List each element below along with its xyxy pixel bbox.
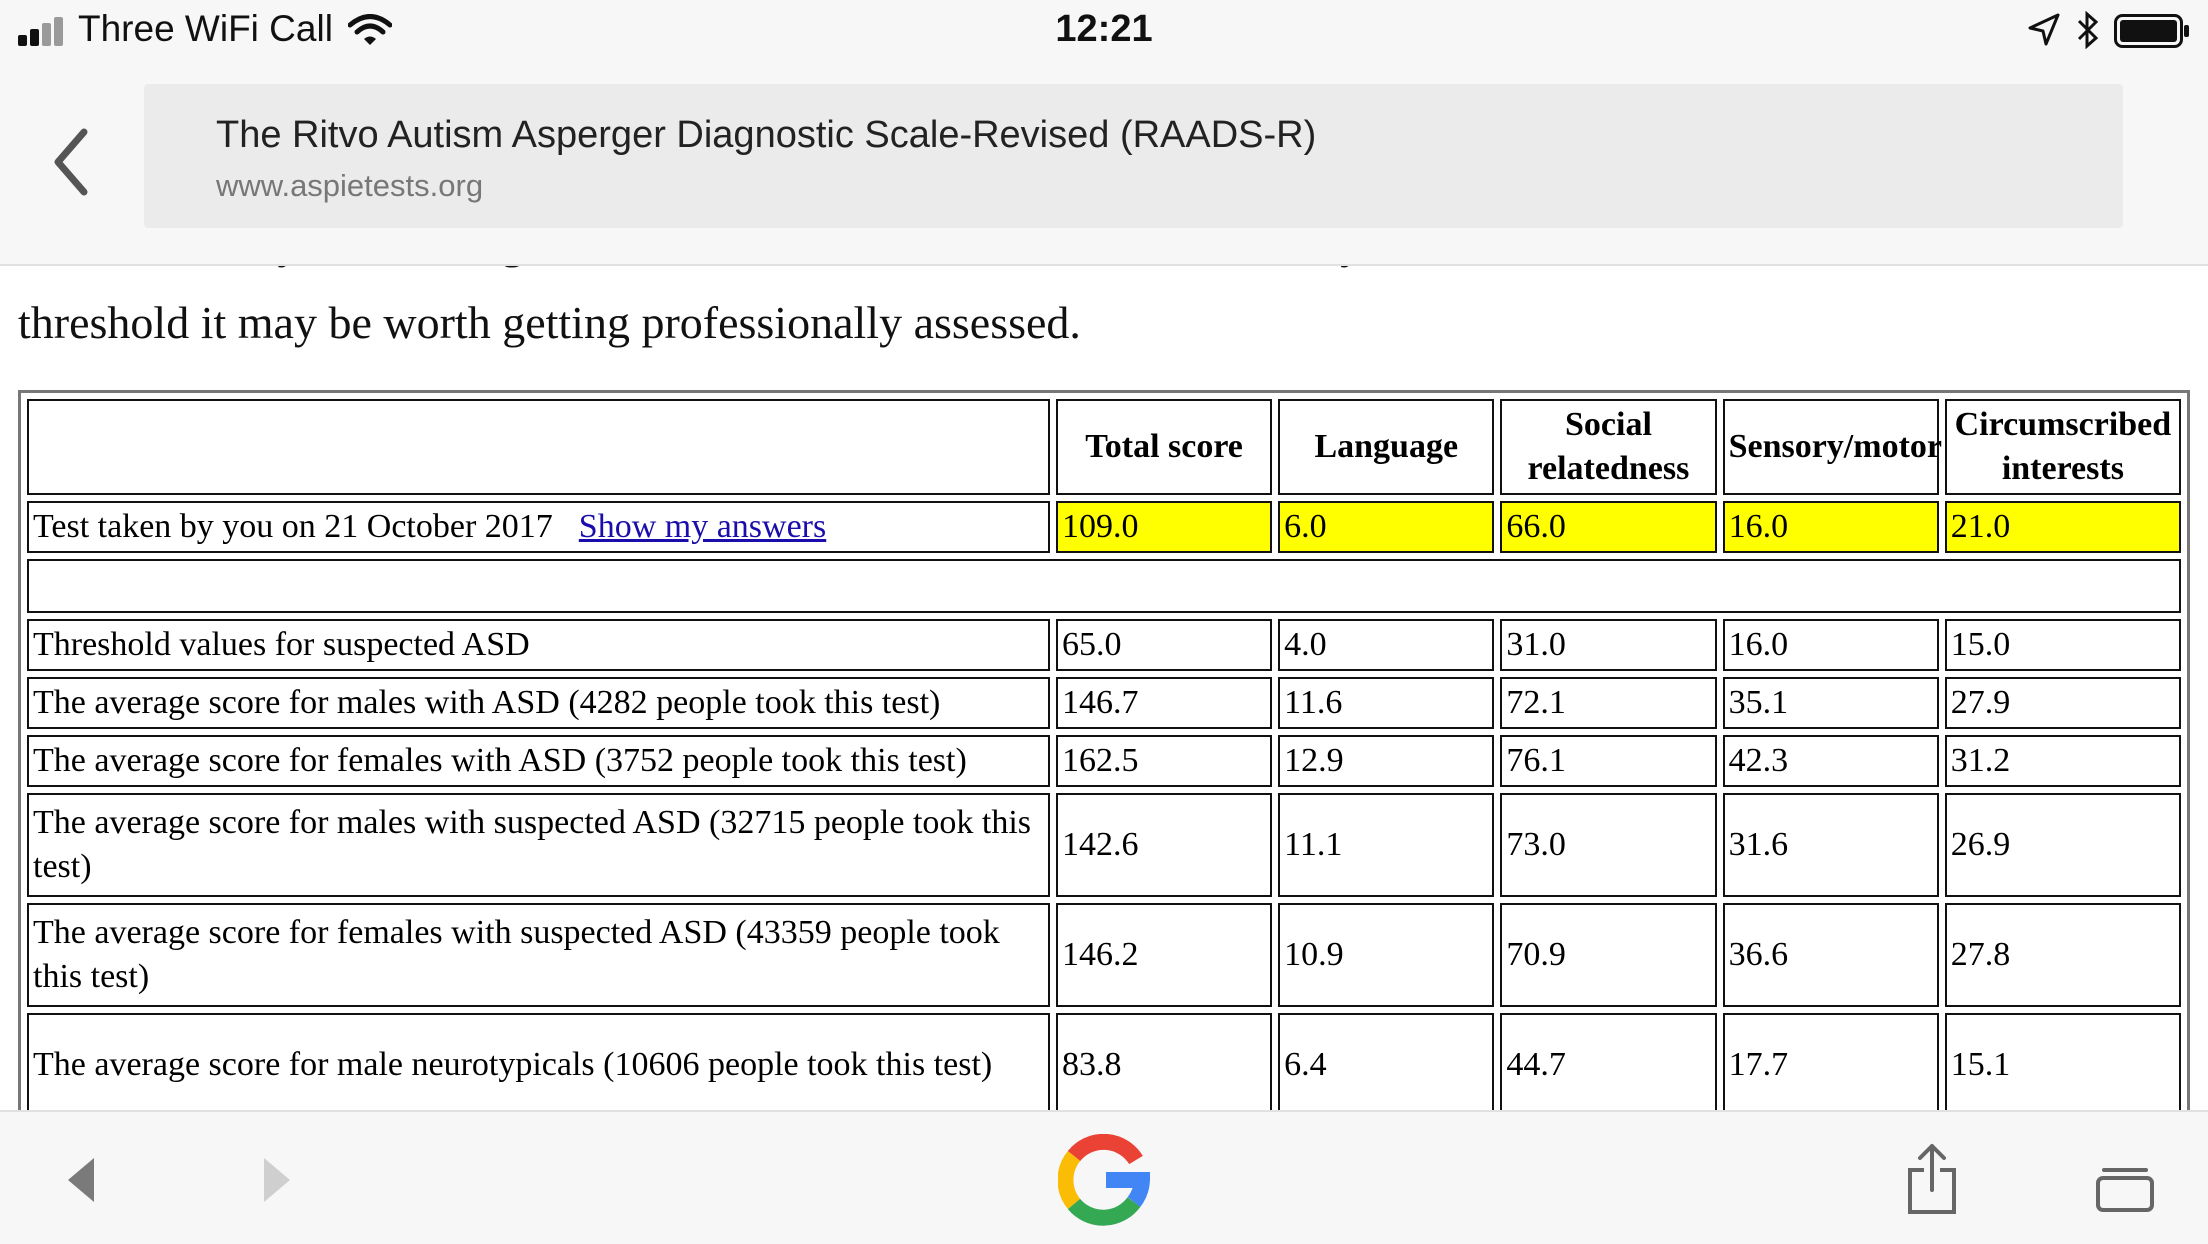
row-language: 12.9 bbox=[1278, 735, 1494, 787]
row-total-score: 142.6 bbox=[1056, 793, 1272, 897]
row-label: Threshold values for suspected ASD bbox=[27, 619, 1050, 671]
your-social-score: 66.0 bbox=[1500, 501, 1716, 553]
back-arrow-icon[interactable] bbox=[66, 1156, 96, 1204]
row-language: 4.0 bbox=[1278, 619, 1494, 671]
table-header-row bbox=[27, 399, 2181, 495]
intro-text-line-2: threshold it may be worth getting professionally assessed. bbox=[18, 297, 1081, 348]
scores-table bbox=[18, 390, 2190, 1110]
row-sensory: 31.6 bbox=[1723, 793, 1939, 897]
row-sensory: 36.6 bbox=[1723, 903, 1939, 1007]
row-circumscribed: 27.9 bbox=[1945, 677, 2181, 729]
row-sensory: 16.0 bbox=[1723, 619, 1939, 671]
spacer-cell bbox=[27, 559, 2181, 613]
header-cell-social-relatedness: Social relatedness bbox=[1500, 399, 1716, 495]
row-sensory: 35.1 bbox=[1723, 677, 1939, 729]
your-language-score: 6.0 bbox=[1278, 501, 1494, 553]
carrier-label: Three WiFi Call bbox=[78, 8, 333, 49]
table-row bbox=[27, 735, 2181, 787]
row-social: 72.1 bbox=[1500, 677, 1716, 729]
row-total-score: 65.0 bbox=[1056, 619, 1272, 671]
row-language: 11.6 bbox=[1278, 677, 1494, 729]
row-label: The average score for males with suspected ASD (32715 people took this test) bbox=[27, 793, 1050, 897]
your-score-row bbox=[27, 501, 2181, 553]
row-label: The average score for male neurotypicals (10606 people took this test) bbox=[27, 1013, 1050, 1110]
page-title: The Ritvo Autism Asperger Diagnostic Scale-Revised (RAADS-R) bbox=[216, 114, 1317, 156]
address-bar[interactable] bbox=[144, 84, 2123, 228]
forward-arrow-icon bbox=[262, 1156, 292, 1204]
show-my-answers-link[interactable]: Show my answers bbox=[578, 508, 827, 545]
row-social: 70.9 bbox=[1500, 903, 1716, 1007]
row-social: 31.0 bbox=[1500, 619, 1716, 671]
page-domain: www.aspietests.org bbox=[216, 168, 484, 203]
bluetooth-icon bbox=[2076, 11, 2100, 49]
row-label: The average score for females with ASD (3752 people took this test) bbox=[27, 735, 1050, 787]
row-circumscribed: 31.2 bbox=[1945, 735, 2181, 787]
row-sensory: 42.3 bbox=[1723, 735, 1939, 787]
row-total-score: 83.8 bbox=[1056, 1013, 1272, 1110]
bottom-toolbar bbox=[0, 1110, 2208, 1244]
header-cell-circumscribed-interests: Circumscribed interests bbox=[1945, 399, 2181, 495]
your-score-label-cell bbox=[27, 501, 1050, 553]
row-total-score: 146.7 bbox=[1056, 677, 1272, 729]
table-row bbox=[27, 619, 2181, 671]
status-bar bbox=[0, 0, 2208, 62]
battery-icon bbox=[2114, 14, 2190, 48]
row-total-score: 162.5 bbox=[1056, 735, 1272, 787]
your-total-score: 109.0 bbox=[1056, 501, 1272, 553]
table-row bbox=[27, 677, 2181, 729]
row-social: 44.7 bbox=[1500, 1013, 1716, 1110]
row-circumscribed: 27.8 bbox=[1945, 903, 2181, 1007]
row-label: The average score for females with suspected ASD (43359 people took this test) bbox=[27, 903, 1050, 1007]
status-time: 12:21 bbox=[1055, 8, 1153, 50]
row-label: The average score for males with ASD (4282 people took this test) bbox=[27, 677, 1050, 729]
table-row bbox=[27, 793, 2181, 897]
table-row bbox=[27, 1013, 2181, 1110]
row-social: 76.1 bbox=[1500, 735, 1716, 787]
row-language: 11.1 bbox=[1278, 793, 1494, 897]
tabs-icon[interactable] bbox=[2096, 1166, 2154, 1212]
row-circumscribed: 15.0 bbox=[1945, 619, 2181, 671]
row-social: 73.0 bbox=[1500, 793, 1716, 897]
chevron-left-icon[interactable] bbox=[44, 122, 104, 202]
table-row bbox=[27, 903, 2181, 1007]
spacer-row bbox=[27, 559, 2181, 613]
header-cell-language: Language bbox=[1278, 399, 1494, 495]
browser-header bbox=[0, 62, 2208, 266]
your-sensory-score: 16.0 bbox=[1723, 501, 1939, 553]
row-circumscribed: 15.1 bbox=[1945, 1013, 2181, 1110]
header-cell-sensory-motor: Sensory/motor bbox=[1723, 399, 1939, 495]
location-arrow-icon bbox=[2026, 12, 2062, 48]
your-score-label: Test taken by you on 21 October 2017 bbox=[33, 508, 553, 545]
row-total-score: 146.2 bbox=[1056, 903, 1272, 1007]
header-cell-empty bbox=[27, 399, 1050, 495]
your-circumscribed-score: 21.0 bbox=[1945, 501, 2181, 553]
row-language: 6.4 bbox=[1278, 1013, 1494, 1110]
row-language: 10.9 bbox=[1278, 903, 1494, 1007]
row-circumscribed: 26.9 bbox=[1945, 793, 2181, 897]
share-icon[interactable] bbox=[1904, 1142, 1960, 1216]
row-sensory: 17.7 bbox=[1723, 1013, 1939, 1110]
google-g-icon[interactable] bbox=[1058, 1134, 1150, 1226]
header-cell-total-score: Total score bbox=[1056, 399, 1272, 495]
